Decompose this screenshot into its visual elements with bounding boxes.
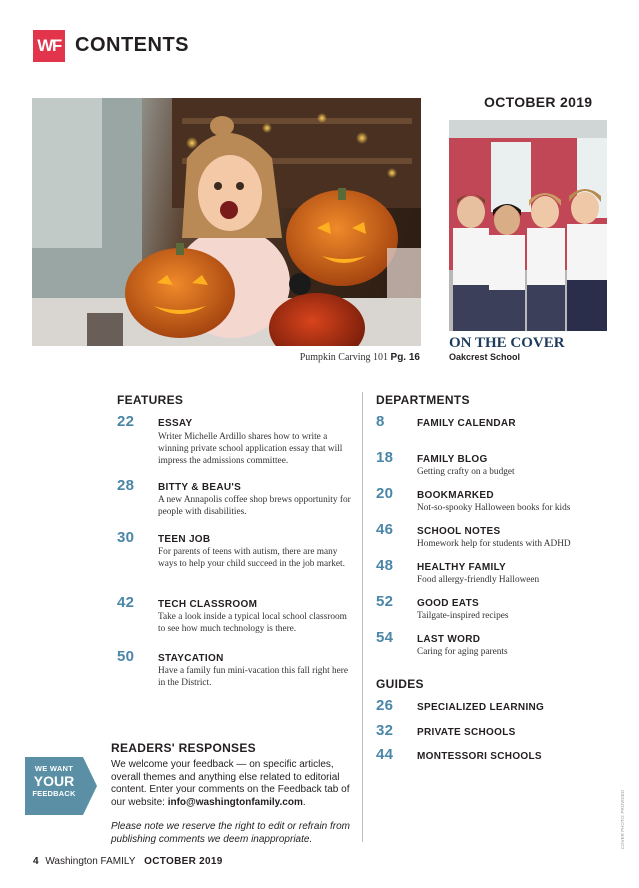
department-title: FAMILY CALENDAR bbox=[417, 418, 516, 429]
feedback-badge-line2: YOUR bbox=[33, 773, 75, 789]
department-description: Tailgate-inspired recipes bbox=[417, 611, 509, 621]
cover-photo-students bbox=[449, 120, 607, 331]
page-footer bbox=[33, 856, 223, 867]
feature-description: Have a family fun mini-vacation this fall right here in the District. bbox=[158, 666, 349, 688]
feedback-badge-arrow bbox=[83, 757, 97, 815]
readers-responses-heading: READERS' RESPONSES bbox=[111, 741, 256, 755]
features-heading: FEATURES bbox=[117, 393, 184, 407]
readers-responses-text: We welcome your feedback — on specific articles, overall themes and anything else related to editorial content. Enter your comments on the Feedback tab of our website: info@washingtonfamily.com. bbox=[111, 759, 350, 808]
department-page-number: 54 bbox=[376, 629, 394, 646]
department-description: Not-so-spooky Halloween books for kids bbox=[417, 503, 571, 513]
department-page-number: 46 bbox=[376, 521, 394, 538]
guide-page-number: 44 bbox=[376, 746, 394, 763]
department-title: GOOD EATS bbox=[417, 598, 479, 609]
department-title: HEALTHY FAMILY bbox=[417, 562, 507, 573]
footer-issue-month: OCTOBER 2019 bbox=[144, 856, 223, 867]
hero-caption bbox=[300, 352, 420, 363]
guide-page-number: 26 bbox=[376, 697, 394, 714]
feedback-email-link[interactable]: info@washingtonfamily.com bbox=[167, 796, 303, 808]
on-the-cover-school: Oakcrest School bbox=[449, 352, 521, 362]
departments-heading: DEPARTMENTS bbox=[376, 393, 470, 407]
feedback-badge-line1: WE WANT bbox=[34, 764, 74, 773]
department-title: BOOKMARKED bbox=[417, 490, 494, 501]
feature-description: A new Annapolis coffee shop brews opportunity for people with disabilities. bbox=[158, 495, 351, 517]
feedback-badge[interactable] bbox=[25, 757, 83, 815]
feature-title: TECH CLASSROOM bbox=[158, 599, 258, 610]
hero-page-ref: Pg. 16 bbox=[390, 352, 420, 363]
issue-date: OCTOBER 2019 bbox=[484, 94, 593, 110]
feature-title: BITTY & BEAU'S bbox=[158, 482, 242, 493]
readers-note: Please note we reserve the right to edit or refrain from publishing comments we deem inappropriate. bbox=[111, 821, 351, 845]
feature-description: For parents of teens with autism, there are many ways to help your child succeed in the job market. bbox=[158, 547, 345, 569]
column-divider bbox=[362, 392, 363, 842]
department-title: FAMILY BLOG bbox=[417, 454, 488, 465]
feature-title: TEEN JOB bbox=[158, 534, 211, 545]
wf-logo bbox=[33, 30, 65, 62]
feedback-badge-line3: FEEDBACK bbox=[32, 789, 76, 798]
department-description: Homework help for students with ADHD bbox=[417, 539, 571, 549]
department-page-number: 8 bbox=[376, 413, 385, 430]
department-description: Getting crafty on a budget bbox=[417, 467, 515, 477]
feature-page-number: 28 bbox=[117, 477, 135, 494]
feature-description: Writer Michelle Ardillo shares how to write a winning private school application essay that will impress the admissions committee. bbox=[158, 432, 343, 466]
department-page-number: 52 bbox=[376, 593, 394, 610]
department-description: Food allergy-friendly Halloween bbox=[417, 575, 540, 585]
readers-text-body: We welcome your feedback — on specific articles, overall themes and anything else related to editorial content. Enter your comments on the Feedback tab of our website: bbox=[111, 759, 350, 808]
footer-page-number: 4 bbox=[33, 856, 39, 867]
department-page-number: 18 bbox=[376, 449, 394, 466]
department-page-number: 48 bbox=[376, 557, 394, 574]
page-title: CONTENTS bbox=[75, 34, 189, 56]
feature-page-number: 50 bbox=[117, 648, 135, 665]
feature-description: Take a look inside a typical local school classroom to see how much technology is there. bbox=[158, 612, 347, 634]
department-description: Caring for aging parents bbox=[417, 647, 508, 657]
feature-title: ESSAY bbox=[158, 418, 193, 429]
feature-page-number: 22 bbox=[117, 413, 135, 430]
photo-credit: COVER PHOTO: PROVIDED bbox=[620, 790, 625, 850]
on-the-cover-heading: ON THE COVER bbox=[449, 335, 565, 351]
guide-title: PRIVATE SCHOOLS bbox=[417, 727, 516, 738]
guides-heading: GUIDES bbox=[376, 677, 424, 691]
feature-page-number: 30 bbox=[117, 529, 135, 546]
department-title: SCHOOL NOTES bbox=[417, 526, 501, 537]
guide-page-number: 32 bbox=[376, 722, 394, 739]
feature-page-number: 42 bbox=[117, 594, 135, 611]
feature-title: STAYCATION bbox=[158, 653, 224, 664]
guide-title: MONTESSORI SCHOOLS bbox=[417, 751, 542, 762]
hero-caption-text: Pumpkin Carving 101 bbox=[299, 352, 389, 363]
department-page-number: 20 bbox=[376, 485, 394, 502]
department-title: LAST WORD bbox=[417, 634, 481, 645]
logo-text: WF bbox=[37, 36, 61, 55]
hero-photo-pumpkin-carving bbox=[32, 98, 421, 346]
footer-magazine-name: Washington FAMILY bbox=[45, 856, 136, 867]
guide-title: SPECIALIZED LEARNING bbox=[417, 702, 545, 713]
